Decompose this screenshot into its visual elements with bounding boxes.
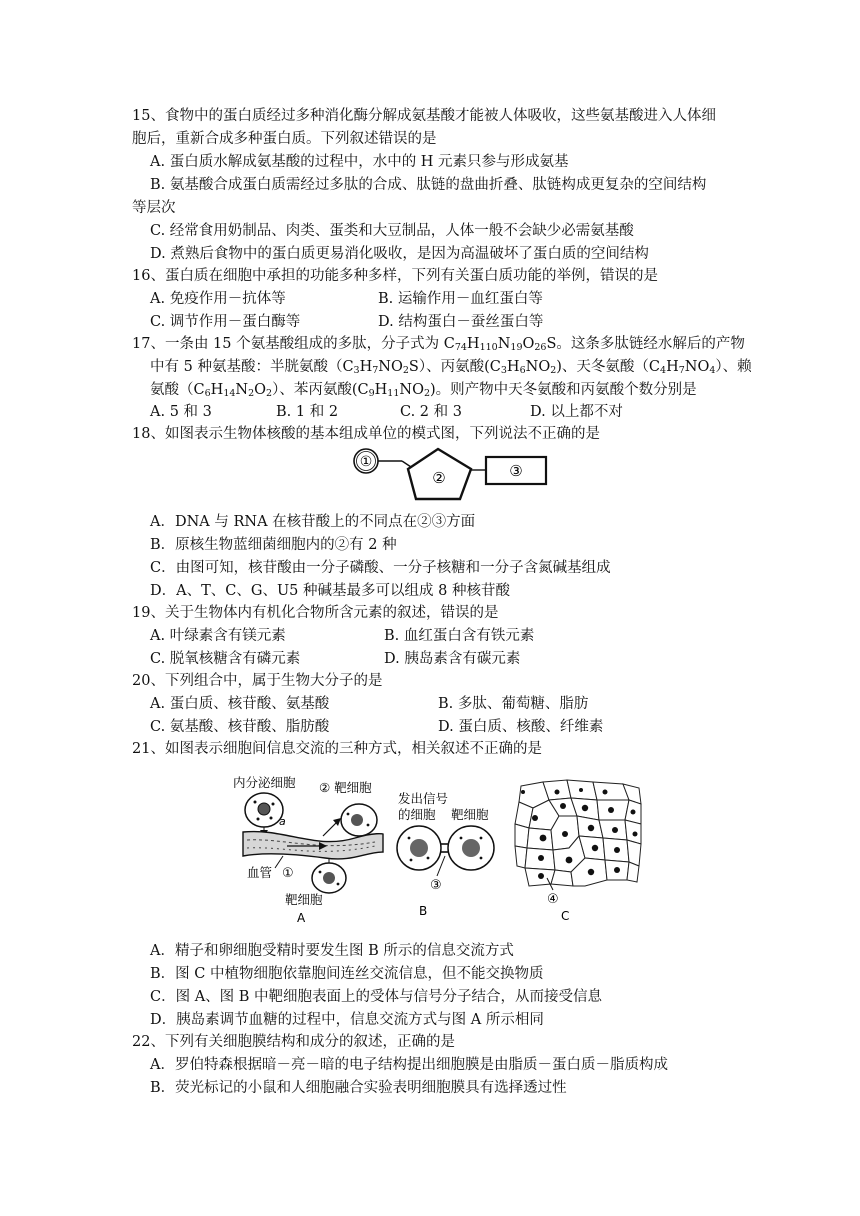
q21-option-c: C．图 A、图 B 中靶细胞表面上的受体与信号分子结合，从而接受信息 bbox=[150, 989, 603, 1005]
q16-option-a: A. 免疫作用－抗体等 bbox=[150, 291, 286, 307]
q15-option-c: C. 经常食用奶制品、肉类、蛋类和大豆制品，人体一般不会缺少必需氨基酸 bbox=[150, 223, 634, 239]
q15-stem-line1: 15、食物中的蛋白质经过多种消化酶分解成氨基酸才能被人体吸收，这些氨基酸进入人体细 bbox=[132, 108, 716, 124]
q21-stem: 21、如图表示细胞间信息交流的三种方式，相关叙述不正确的是 bbox=[132, 741, 542, 757]
panel-a bbox=[233, 775, 383, 925]
label-3: ③ bbox=[509, 462, 523, 480]
q19-option-c: C. 脱氧核糖含有磷元素 bbox=[150, 651, 301, 667]
panel-c bbox=[515, 780, 641, 923]
label-target-cell-bottom: 靶细胞 bbox=[285, 892, 323, 907]
label-endocrine-cell: 内分泌细胞 bbox=[233, 775, 296, 790]
label-circle-1: ① bbox=[282, 866, 294, 881]
q18-option-c: C．由图可知，核苷酸由一分子磷酸、一分子核糖和一分子含氮碱基组成 bbox=[150, 560, 611, 576]
q15-stem-line2: 胞后，重新合成多种蛋白质。下列叙述错误的是 bbox=[132, 131, 437, 147]
q20-option-c: C. 氨基酸、核苷酸、脂肪酸 bbox=[150, 719, 330, 735]
svg-text:a: a bbox=[279, 815, 286, 828]
q21-option-b: B．图 C 中植物细胞依靠胞间连丝交流信息，但不能交换物质 bbox=[150, 966, 544, 982]
label-2: ② bbox=[432, 469, 446, 487]
q21-option-a: A．精子和卵细胞受精时要发生图 B 所示的信息交流方式 bbox=[150, 943, 514, 959]
q16-option-d: D. 结构蛋白－蚕丝蛋白等 bbox=[378, 314, 544, 330]
q16-option-c: C. 调节作用－蛋白酶等 bbox=[150, 314, 301, 330]
q17-stem-line3: 氨酸$(C_6H_{14}N_2O_2)$、苯丙氨酸$(C_9H_{11}NO_2)$。则产物中天冬氨酸和丙氨酸个数分别是 bbox=[150, 382, 697, 399]
q22-stem: 22、下列有关细胞膜结构和成分的叙述，正确的是 bbox=[132, 1034, 455, 1050]
q18-stem: 18、如图表示生物体核酸的基本组成单位的模式图，下列说法不正确的是 bbox=[132, 426, 600, 442]
panel-b bbox=[397, 791, 494, 918]
caption-c: C bbox=[561, 909, 570, 923]
q21-option-d: D．胰岛素调节血糖的过程中，信息交流方式与图 A 所示相同 bbox=[150, 1012, 544, 1028]
label-signal-cell-line2: 的细胞 bbox=[398, 807, 436, 822]
caption-b: B bbox=[419, 904, 428, 918]
q22-option-b: B．荧光标记的小鼠和人细胞融合实验表明细胞膜具有选择透过性 bbox=[150, 1080, 567, 1096]
label-vessel: 血管 bbox=[247, 865, 273, 880]
q17-stem-line1: 17、一条由 15 个氨基酸组成的多肽，分子式为 $C_{74}H_{110}N_{19}O_{26}S$。这条多肽链经水解后的产物 bbox=[132, 336, 745, 353]
q20-option-d: D. 蛋白质、核酸、纤维素 bbox=[438, 719, 604, 735]
q16-stem: 16、蛋白质在细胞中承担的功能多种多样，下列有关蛋白质功能的举例，错误的是 bbox=[132, 268, 658, 284]
q17-option-c: C. 2 和 3 bbox=[400, 404, 462, 420]
q15-option-a: A. 蛋白质水解成氨基酸的过程中，水中的 H 元素只参与形成氨基 bbox=[150, 154, 569, 170]
q17-option-b: B. 1 和 2 bbox=[276, 404, 339, 420]
q19-option-d: D. 胰岛素含有碳元素 bbox=[384, 651, 521, 667]
label-circle-4: ④ bbox=[547, 892, 559, 907]
q17-option-a: A. 5 和 3 bbox=[150, 404, 212, 420]
label-1: ① bbox=[359, 454, 373, 470]
q20-option-b: B. 多肽、葡萄糖、脂肪 bbox=[438, 696, 589, 712]
label-circle-3: ③ bbox=[430, 878, 442, 893]
q15-option-b-line1: B. 氨基酸合成蛋白质需经过多肽的合成、肽链的盘曲折叠、肽链构成更复杂的空间结构 bbox=[150, 177, 707, 193]
q18-option-b: B．原核生物蓝细菌细胞内的②有 2 种 bbox=[150, 537, 397, 553]
nucleotide-diagram bbox=[350, 444, 550, 508]
q15-option-d: D. 煮熟后食物中的蛋白质更易消化吸收，是因为高温破坏了蛋白质的空间结构 bbox=[150, 246, 649, 262]
label-target-cell-b: 靶细胞 bbox=[451, 807, 489, 822]
q20-stem: 20、下列组合中，属于生物大分子的是 bbox=[132, 673, 383, 689]
label-target-cell-2: ② 靶细胞 bbox=[319, 780, 372, 795]
q20-option-a: A. 蛋白质、核苷酸、氨基酸 bbox=[150, 696, 330, 712]
q17-option-d: D. 以上都不对 bbox=[530, 404, 623, 420]
q18-option-d: D．A、T、C、G、U5 种碱基最多可以组成 8 种核苷酸 bbox=[150, 583, 510, 599]
q19-option-a: A. 叶绿素含有镁元素 bbox=[150, 628, 286, 644]
q22-option-a: A．罗伯特森根据暗－亮－暗的电子结构提出细胞膜是由脂质－蛋白质－脂质构成 bbox=[150, 1057, 668, 1073]
caption-a: A bbox=[297, 911, 306, 925]
q19-stem: 19、关于生物体内有机化合物所含元素的叙述，错误的是 bbox=[132, 605, 499, 621]
q19-option-b: B. 血红蛋白含有铁元素 bbox=[384, 628, 535, 644]
cell-communication-figure bbox=[225, 772, 655, 928]
label-signal-cell-line1: 发出信号 bbox=[398, 791, 449, 806]
q16-option-b: B. 运输作用－血红蛋白等 bbox=[378, 291, 543, 307]
q18-option-a: A．DNA 与 RNA 在核苷酸上的不同点在②③方面 bbox=[150, 514, 476, 530]
q15-option-b-line2: 等层次 bbox=[132, 200, 176, 216]
q17-stem-line2: 中有 5 种氨基酸：半胱氨酸$(C_3H_7NO_2S)$、丙氨酸$(C_3H_6NO_2)$、天冬氨酸$(C_4H_7NO_4)$、赖 bbox=[150, 359, 752, 376]
